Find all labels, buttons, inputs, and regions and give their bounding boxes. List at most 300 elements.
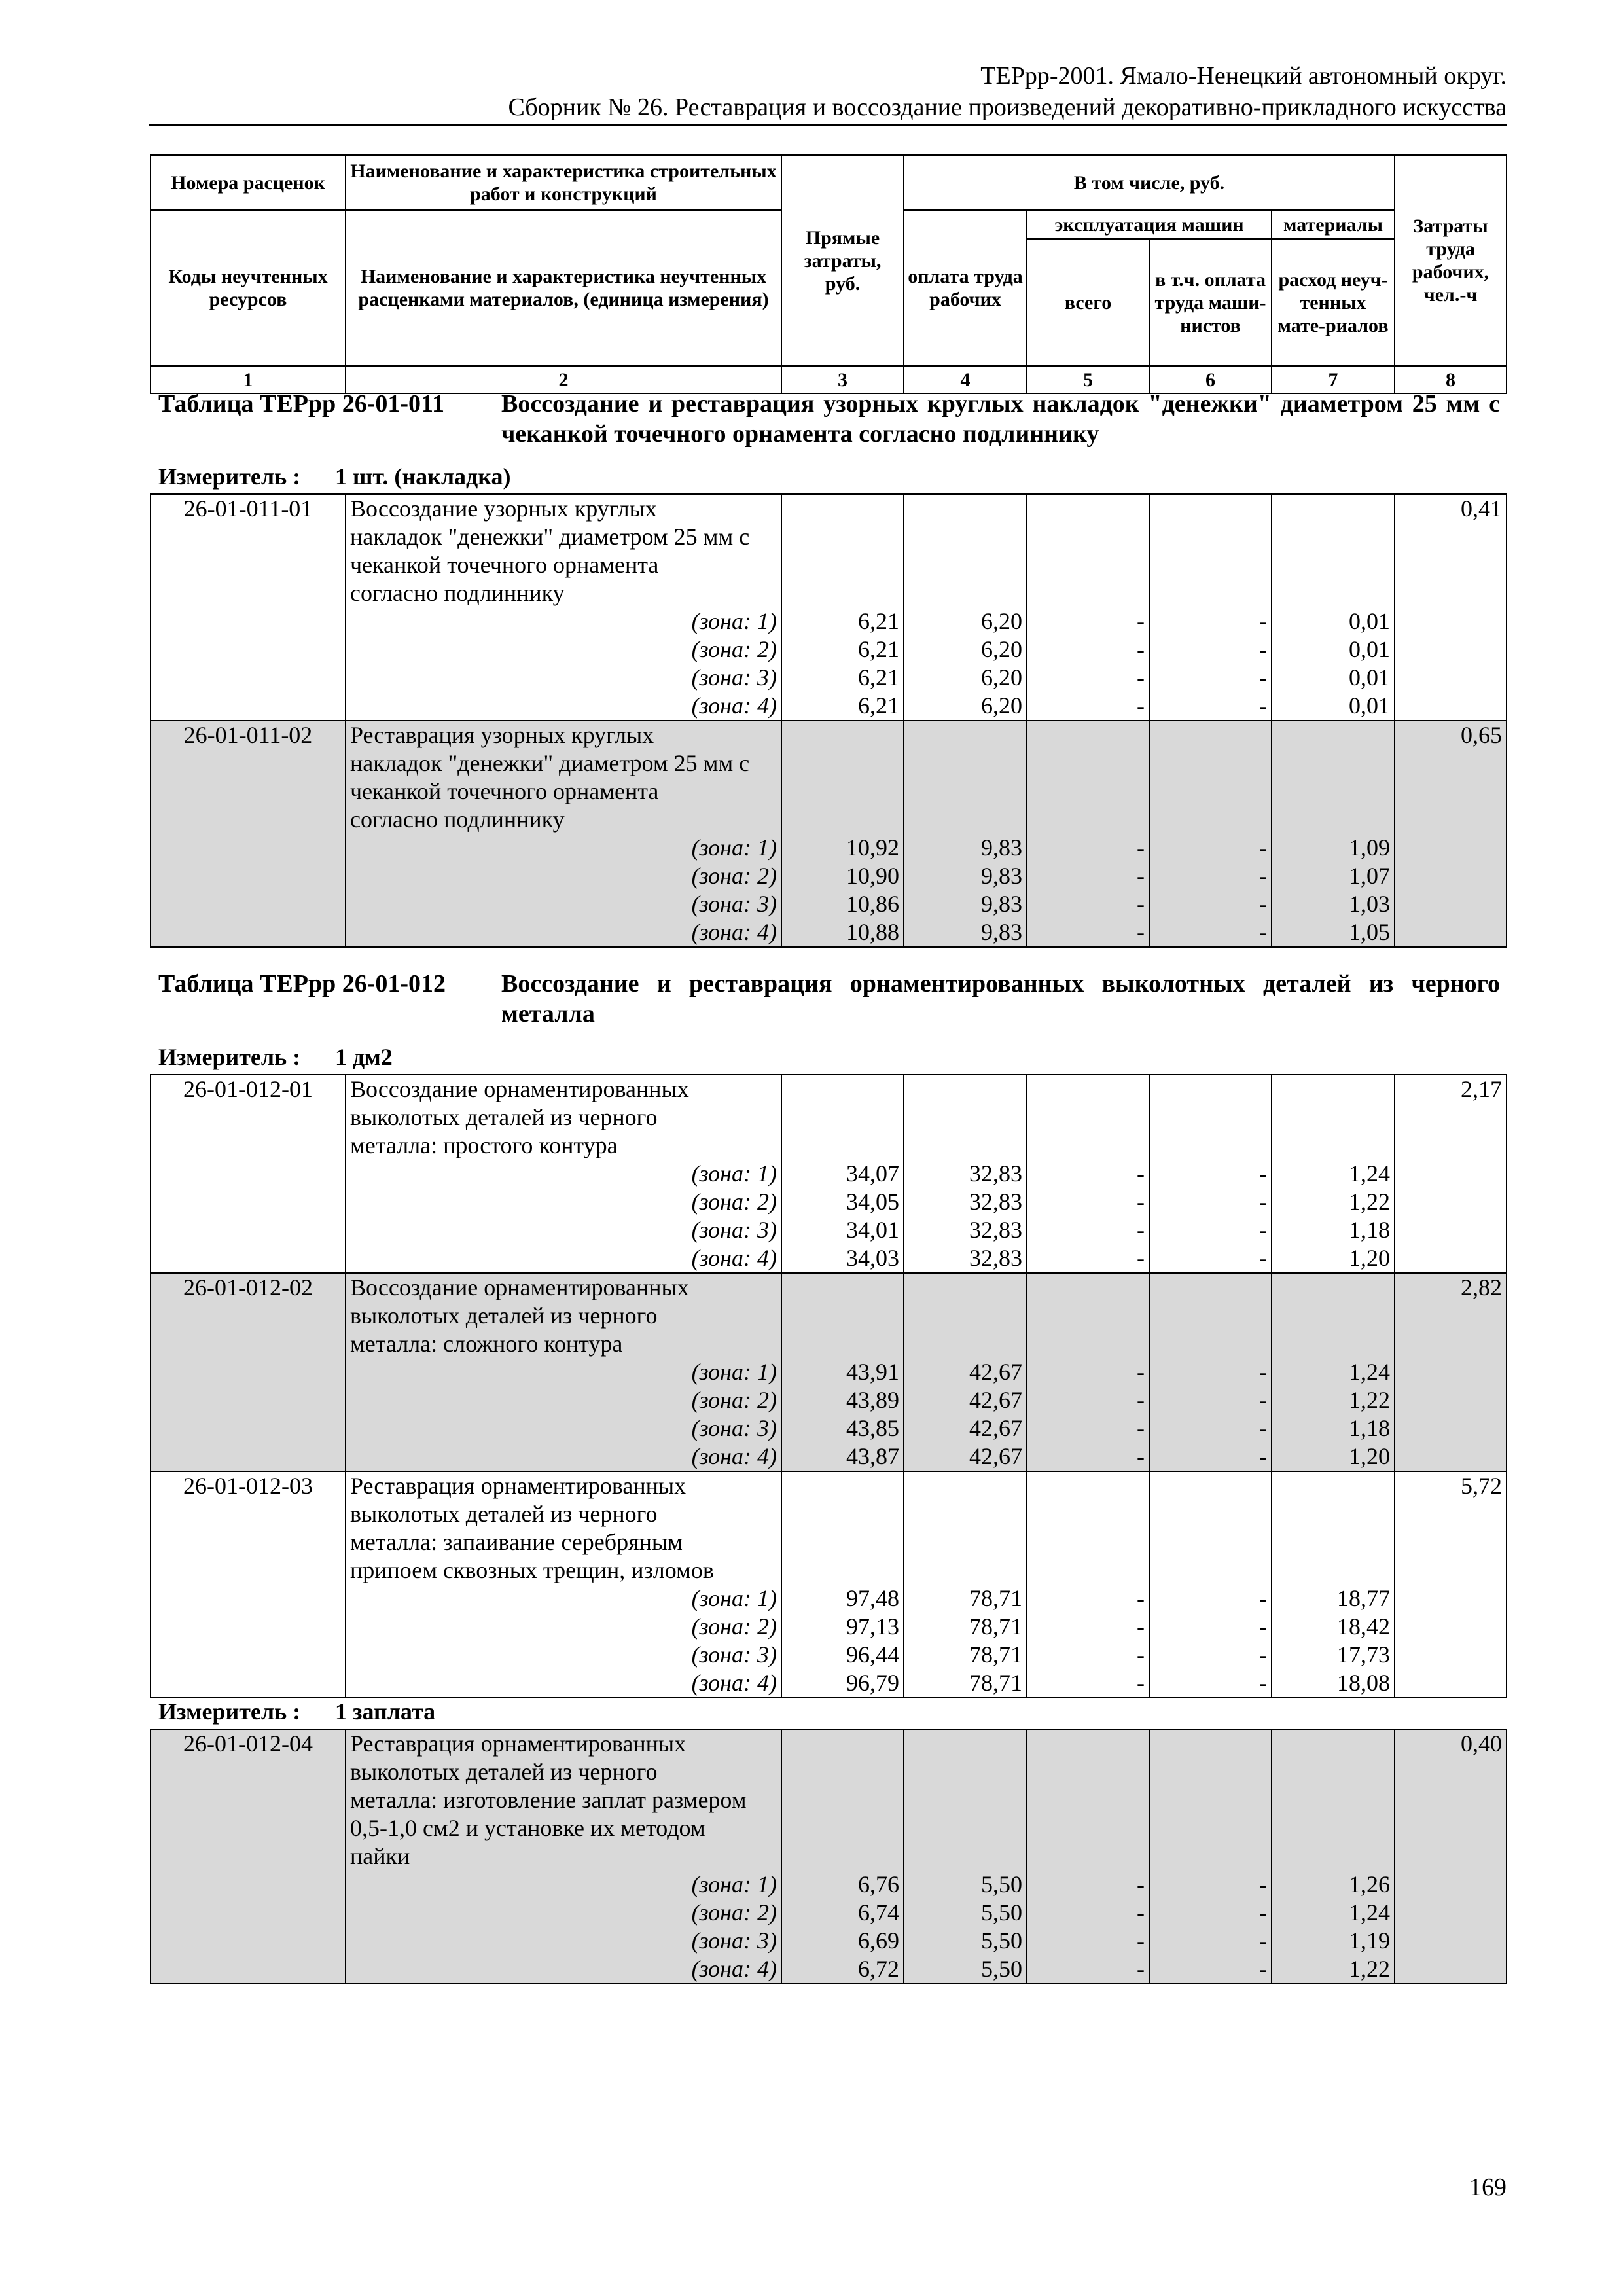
rate-code bbox=[151, 890, 346, 918]
rate-code bbox=[151, 806, 346, 834]
labor-cost bbox=[1395, 523, 1507, 551]
empty-cell bbox=[1027, 1814, 1149, 1842]
rate-code bbox=[151, 1814, 346, 1842]
table-row bbox=[151, 890, 1507, 918]
direct-cost: 10,92 bbox=[781, 834, 904, 862]
rate-code: 26-01-011-01 bbox=[151, 494, 346, 523]
empty-cell bbox=[1027, 1758, 1149, 1786]
labor-cost bbox=[1395, 692, 1507, 721]
labor-cost bbox=[1395, 1955, 1507, 1984]
rate-code bbox=[151, 1302, 346, 1330]
direct-cost: 6,21 bbox=[781, 664, 904, 692]
materials-cost: 0,01 bbox=[1272, 636, 1395, 664]
header-work-name: Наименование и характеристика строительных работ и конструкций bbox=[346, 155, 781, 210]
worker-pay: 9,83 bbox=[904, 918, 1027, 947]
materials-cost: 1,07 bbox=[1272, 862, 1395, 890]
table-row bbox=[151, 1669, 1507, 1698]
column-number: 6 bbox=[1149, 366, 1272, 393]
measure-unit: 1 заплата bbox=[335, 1698, 436, 1725]
header-materials: материалы bbox=[1272, 210, 1395, 239]
worker-pay: 78,71 bbox=[904, 1585, 1027, 1613]
empty-cell bbox=[1272, 1528, 1395, 1556]
operator-pay: - bbox=[1149, 1244, 1272, 1273]
materials-cost: 1,22 bbox=[1272, 1188, 1395, 1216]
zone-label: (зона: 1) bbox=[346, 1160, 781, 1188]
rate-group bbox=[151, 1729, 1507, 1984]
rate-code: 26-01-012-01 bbox=[151, 1075, 346, 1103]
empty-cell bbox=[904, 806, 1027, 834]
rate-name: чеканкой точечного орнамента bbox=[346, 551, 781, 579]
empty-cell bbox=[1149, 1500, 1272, 1528]
table-row bbox=[151, 1556, 1507, 1585]
worker-pay: 6,20 bbox=[904, 692, 1027, 721]
table-code: Таблица ТЕРрр 26-01-011 bbox=[158, 390, 444, 418]
operator-pay: - bbox=[1149, 1443, 1272, 1471]
empty-cell bbox=[1149, 1814, 1272, 1842]
rate-code bbox=[151, 1216, 346, 1244]
column-number: 1 bbox=[151, 366, 346, 393]
empty-cell bbox=[781, 1528, 904, 1556]
labor-cost bbox=[1395, 1758, 1507, 1786]
zone-label: (зона: 2) bbox=[346, 1188, 781, 1216]
rate-code: 26-01-012-04 bbox=[151, 1729, 346, 1758]
labor-cost bbox=[1395, 1842, 1507, 1871]
rates-table bbox=[150, 1074, 1507, 1698]
machine-total: - bbox=[1027, 692, 1149, 721]
empty-cell bbox=[1027, 1500, 1149, 1528]
empty-cell bbox=[904, 1786, 1027, 1814]
empty-cell bbox=[1027, 1471, 1149, 1500]
table-name: Воссоздание и реставрация узорных круглых накладок "денежки" диаметром 25 мм с чеканкой точечного орнамента согласно подлиннику bbox=[501, 390, 1500, 448]
empty-cell bbox=[781, 1500, 904, 1528]
machine-total: - bbox=[1027, 1585, 1149, 1613]
empty-cell bbox=[904, 1075, 1027, 1103]
empty-cell bbox=[1272, 1729, 1395, 1758]
empty-cell bbox=[904, 1330, 1027, 1358]
rate-code bbox=[151, 1786, 346, 1814]
materials-cost: 0,01 bbox=[1272, 664, 1395, 692]
worker-pay: 6,20 bbox=[904, 636, 1027, 664]
empty-cell bbox=[1027, 1075, 1149, 1103]
direct-cost: 34,05 bbox=[781, 1188, 904, 1216]
labor-cost bbox=[1395, 1613, 1507, 1641]
worker-pay: 6,20 bbox=[904, 607, 1027, 636]
empty-cell bbox=[781, 1330, 904, 1358]
direct-cost: 6,21 bbox=[781, 636, 904, 664]
table-row bbox=[151, 1414, 1507, 1443]
empty-cell bbox=[1272, 806, 1395, 834]
zone-label: (зона: 4) bbox=[346, 1955, 781, 1984]
zone-label: (зона: 3) bbox=[346, 1414, 781, 1443]
table-row bbox=[151, 1188, 1507, 1216]
rate-group bbox=[151, 721, 1507, 947]
labor-cost bbox=[1395, 1103, 1507, 1132]
table-row bbox=[151, 778, 1507, 806]
rate-code bbox=[151, 749, 346, 778]
worker-pay: 32,83 bbox=[904, 1216, 1027, 1244]
labor-cost bbox=[1395, 806, 1507, 834]
table-row bbox=[151, 1358, 1507, 1386]
rate-name: выколотых деталей из черного bbox=[346, 1758, 781, 1786]
rate-name: Реставрация орнаментированных bbox=[346, 1729, 781, 1758]
labor-cost bbox=[1395, 1358, 1507, 1386]
direct-cost: 6,72 bbox=[781, 1955, 904, 1984]
labor-cost bbox=[1395, 1414, 1507, 1443]
column-number: 4 bbox=[904, 366, 1027, 393]
rate-name: металла: запаивание серебряным bbox=[346, 1528, 781, 1556]
direct-cost: 6,76 bbox=[781, 1871, 904, 1899]
table-row bbox=[151, 1528, 1507, 1556]
labor-cost bbox=[1395, 1669, 1507, 1698]
labor-cost: 0,41 bbox=[1395, 494, 1507, 523]
worker-pay: 78,71 bbox=[904, 1641, 1027, 1669]
empty-cell bbox=[781, 1814, 904, 1842]
empty-cell bbox=[904, 1758, 1027, 1786]
empty-cell bbox=[1149, 778, 1272, 806]
rate-code bbox=[151, 523, 346, 551]
rate-code bbox=[151, 1955, 346, 1984]
worker-pay: 5,50 bbox=[904, 1871, 1027, 1899]
table-row bbox=[151, 1955, 1507, 1984]
rate-code: 26-01-011-02 bbox=[151, 721, 346, 749]
header-line-1: ТЕРрр-2001. Ямало-Ненецкий автономный округ. bbox=[980, 62, 1507, 90]
operator-pay: - bbox=[1149, 692, 1272, 721]
empty-cell bbox=[1027, 494, 1149, 523]
rate-name: Реставрация орнаментированных bbox=[346, 1471, 781, 1500]
rate-code bbox=[151, 1842, 346, 1871]
empty-cell bbox=[904, 1132, 1027, 1160]
materials-cost: 0,01 bbox=[1272, 607, 1395, 636]
labor-cost bbox=[1395, 834, 1507, 862]
machine-total: - bbox=[1027, 636, 1149, 664]
table-row bbox=[151, 1273, 1507, 1302]
empty-cell bbox=[1027, 1729, 1149, 1758]
rate-code bbox=[151, 1871, 346, 1899]
empty-cell bbox=[904, 1471, 1027, 1500]
labor-cost: 2,82 bbox=[1395, 1273, 1507, 1302]
table-row bbox=[151, 1758, 1507, 1786]
rate-name: согласно подлиннику bbox=[346, 806, 781, 834]
empty-cell bbox=[904, 523, 1027, 551]
empty-cell bbox=[1149, 721, 1272, 749]
column-number: 2 bbox=[346, 366, 781, 393]
zone-label: (зона: 4) bbox=[346, 918, 781, 947]
empty-cell bbox=[1027, 551, 1149, 579]
operator-pay: - bbox=[1149, 862, 1272, 890]
operator-pay: - bbox=[1149, 636, 1272, 664]
table-row bbox=[151, 1729, 1507, 1758]
empty-cell bbox=[781, 551, 904, 579]
empty-cell bbox=[1149, 1330, 1272, 1358]
empty-cell bbox=[781, 494, 904, 523]
zone-label: (зона: 4) bbox=[346, 1244, 781, 1273]
empty-cell bbox=[1272, 1842, 1395, 1871]
zone-label: (зона: 1) bbox=[346, 1585, 781, 1613]
table-row bbox=[151, 1160, 1507, 1188]
empty-cell bbox=[781, 523, 904, 551]
empty-cell bbox=[904, 1729, 1027, 1758]
materials-cost: 17,73 bbox=[1272, 1641, 1395, 1669]
rate-code bbox=[151, 1386, 346, 1414]
rate-code bbox=[151, 551, 346, 579]
zone-label: (зона: 3) bbox=[346, 1216, 781, 1244]
empty-cell bbox=[1027, 1302, 1149, 1330]
empty-cell bbox=[781, 1786, 904, 1814]
worker-pay: 5,50 bbox=[904, 1955, 1027, 1984]
labor-cost: 5,72 bbox=[1395, 1471, 1507, 1500]
direct-cost: 6,21 bbox=[781, 607, 904, 636]
empty-cell bbox=[1149, 551, 1272, 579]
operator-pay: - bbox=[1149, 918, 1272, 947]
operator-pay: - bbox=[1149, 1871, 1272, 1899]
labor-cost bbox=[1395, 636, 1507, 664]
labor-cost bbox=[1395, 1556, 1507, 1585]
machine-total: - bbox=[1027, 1613, 1149, 1641]
rate-code bbox=[151, 1758, 346, 1786]
materials-cost: 1,19 bbox=[1272, 1927, 1395, 1955]
empty-cell bbox=[904, 749, 1027, 778]
empty-cell bbox=[904, 1814, 1027, 1842]
machine-total: - bbox=[1027, 1871, 1149, 1899]
measure-label: Измеритель : bbox=[158, 463, 301, 490]
empty-cell bbox=[1272, 1132, 1395, 1160]
operator-pay: - bbox=[1149, 664, 1272, 692]
rate-code bbox=[151, 1500, 346, 1528]
worker-pay: 42,67 bbox=[904, 1414, 1027, 1443]
empty-cell bbox=[781, 1132, 904, 1160]
table-row bbox=[151, 1302, 1507, 1330]
rate-code bbox=[151, 636, 346, 664]
machine-total: - bbox=[1027, 1899, 1149, 1927]
empty-cell bbox=[781, 721, 904, 749]
labor-cost bbox=[1395, 1814, 1507, 1842]
empty-cell bbox=[1027, 1842, 1149, 1871]
empty-cell bbox=[1149, 494, 1272, 523]
rate-code bbox=[151, 1556, 346, 1585]
rate-code bbox=[151, 664, 346, 692]
empty-cell bbox=[781, 1556, 904, 1585]
empty-cell bbox=[781, 1729, 904, 1758]
worker-pay: 32,83 bbox=[904, 1160, 1027, 1188]
rate-name: припоем сквозных трещин, изломов bbox=[346, 1556, 781, 1585]
table-row bbox=[151, 1613, 1507, 1641]
machine-total: - bbox=[1027, 1669, 1149, 1698]
header-operator-pay: в т.ч. оплата труда маши-нистов bbox=[1149, 239, 1272, 366]
direct-cost: 43,85 bbox=[781, 1414, 904, 1443]
empty-cell bbox=[1149, 1758, 1272, 1786]
labor-cost bbox=[1395, 1132, 1507, 1160]
empty-cell bbox=[781, 806, 904, 834]
operator-pay: - bbox=[1149, 1899, 1272, 1927]
labor-cost bbox=[1395, 918, 1507, 947]
materials-cost: 1,24 bbox=[1272, 1899, 1395, 1927]
rate-code bbox=[151, 607, 346, 636]
machine-total: - bbox=[1027, 1443, 1149, 1471]
zone-label: (зона: 3) bbox=[346, 664, 781, 692]
rate-name: накладок "денежки" диаметром 25 мм с bbox=[346, 523, 781, 551]
worker-pay: 32,83 bbox=[904, 1244, 1027, 1273]
empty-cell bbox=[1149, 1729, 1272, 1758]
empty-cell bbox=[1272, 1075, 1395, 1103]
rate-code bbox=[151, 1160, 346, 1188]
rate-group bbox=[151, 494, 1507, 721]
table-row bbox=[151, 1786, 1507, 1814]
empty-cell bbox=[904, 1500, 1027, 1528]
machine-total: - bbox=[1027, 1955, 1149, 1984]
empty-cell bbox=[781, 1842, 904, 1871]
direct-cost: 10,86 bbox=[781, 890, 904, 918]
table-name: Воссоздание и реставрация орнаментированных выколотных деталей из черного металла bbox=[501, 970, 1500, 1028]
rate-group bbox=[151, 1075, 1507, 1273]
direct-cost: 96,79 bbox=[781, 1669, 904, 1698]
machine-total: - bbox=[1027, 1927, 1149, 1955]
table-row bbox=[151, 636, 1507, 664]
worker-pay: 9,83 bbox=[904, 890, 1027, 918]
labor-cost: 0,65 bbox=[1395, 721, 1507, 749]
rate-name: выколотых деталей из черного bbox=[346, 1103, 781, 1132]
rate-code bbox=[151, 778, 346, 806]
operator-pay: - bbox=[1149, 1160, 1272, 1188]
empty-cell bbox=[1272, 1556, 1395, 1585]
rate-name: накладок "денежки" диаметром 25 мм с bbox=[346, 749, 781, 778]
empty-cell bbox=[1272, 721, 1395, 749]
column-number: 7 bbox=[1272, 366, 1395, 393]
labor-cost: 2,17 bbox=[1395, 1075, 1507, 1103]
rate-code bbox=[151, 1927, 346, 1955]
zone-label: (зона: 3) bbox=[346, 1927, 781, 1955]
table-row bbox=[151, 1842, 1507, 1871]
zone-label: (зона: 2) bbox=[346, 1899, 781, 1927]
worker-pay: 78,71 bbox=[904, 1669, 1027, 1698]
rate-group bbox=[151, 1273, 1507, 1471]
machine-total: - bbox=[1027, 1358, 1149, 1386]
direct-cost: 97,13 bbox=[781, 1613, 904, 1641]
header-resource-codes: Коды неучтенных ресурсов bbox=[151, 210, 346, 366]
empty-cell bbox=[904, 494, 1027, 523]
empty-cell bbox=[1272, 1758, 1395, 1786]
rate-code bbox=[151, 1613, 346, 1641]
labor-cost bbox=[1395, 1899, 1507, 1927]
zone-label: (зона: 3) bbox=[346, 890, 781, 918]
rate-code bbox=[151, 1669, 346, 1698]
empty-cell bbox=[1149, 1273, 1272, 1302]
labor-cost bbox=[1395, 1188, 1507, 1216]
rate-code bbox=[151, 1132, 346, 1160]
empty-cell bbox=[1149, 1556, 1272, 1585]
empty-cell bbox=[904, 778, 1027, 806]
zone-label: (зона: 2) bbox=[346, 1386, 781, 1414]
labor-cost bbox=[1395, 778, 1507, 806]
rate-name: Реставрация узорных круглых bbox=[346, 721, 781, 749]
table-row bbox=[151, 1814, 1507, 1842]
machine-total: - bbox=[1027, 834, 1149, 862]
empty-cell bbox=[1272, 749, 1395, 778]
rate-name: выколотых деталей из черного bbox=[346, 1302, 781, 1330]
header-total: всего bbox=[1027, 239, 1149, 366]
operator-pay: - bbox=[1149, 1585, 1272, 1613]
operator-pay: - bbox=[1149, 834, 1272, 862]
labor-cost bbox=[1395, 1871, 1507, 1899]
direct-cost: 43,87 bbox=[781, 1443, 904, 1471]
rate-name: Воссоздание орнаментированных bbox=[346, 1273, 781, 1302]
labor-cost bbox=[1395, 579, 1507, 607]
empty-cell bbox=[1027, 1528, 1149, 1556]
empty-cell bbox=[781, 579, 904, 607]
empty-cell bbox=[781, 1273, 904, 1302]
machine-total: - bbox=[1027, 664, 1149, 692]
table-row bbox=[151, 834, 1507, 862]
zone-label: (зона: 2) bbox=[346, 862, 781, 890]
materials-cost: 1,18 bbox=[1272, 1216, 1395, 1244]
empty-cell bbox=[1149, 1471, 1272, 1500]
empty-cell bbox=[1027, 806, 1149, 834]
rate-code bbox=[151, 1358, 346, 1386]
empty-cell bbox=[904, 721, 1027, 749]
rate-code bbox=[151, 1641, 346, 1669]
measure-line bbox=[158, 1698, 435, 1725]
zone-label: (зона: 4) bbox=[346, 1669, 781, 1698]
empty-cell bbox=[1149, 579, 1272, 607]
machine-total: - bbox=[1027, 1414, 1149, 1443]
operator-pay: - bbox=[1149, 1216, 1272, 1244]
materials-cost: 18,77 bbox=[1272, 1585, 1395, 1613]
table-row bbox=[151, 1500, 1507, 1528]
table-row bbox=[151, 1641, 1507, 1669]
table-row bbox=[151, 1386, 1507, 1414]
direct-cost: 6,21 bbox=[781, 692, 904, 721]
empty-cell bbox=[1272, 579, 1395, 607]
empty-cell bbox=[781, 1471, 904, 1500]
operator-pay: - bbox=[1149, 1386, 1272, 1414]
table-row bbox=[151, 806, 1507, 834]
measure-line bbox=[158, 463, 510, 490]
materials-cost: 1,05 bbox=[1272, 918, 1395, 947]
empty-cell bbox=[1272, 523, 1395, 551]
table-row bbox=[151, 1330, 1507, 1358]
running-header bbox=[149, 60, 1507, 126]
machine-total: - bbox=[1027, 890, 1149, 918]
empty-cell bbox=[1027, 1556, 1149, 1585]
empty-cell bbox=[1027, 1786, 1149, 1814]
empty-cell bbox=[1027, 721, 1149, 749]
materials-cost: 1,03 bbox=[1272, 890, 1395, 918]
worker-pay: 42,67 bbox=[904, 1386, 1027, 1414]
zone-label: (зона: 1) bbox=[346, 1358, 781, 1386]
empty-cell bbox=[1272, 1814, 1395, 1842]
worker-pay: 5,50 bbox=[904, 1899, 1027, 1927]
labor-cost bbox=[1395, 1244, 1507, 1273]
labor-cost bbox=[1395, 1641, 1507, 1669]
table-row bbox=[151, 721, 1507, 749]
rate-name: металла: простого контура bbox=[346, 1132, 781, 1160]
rate-code bbox=[151, 1244, 346, 1273]
rate-name: согласно подлиннику bbox=[346, 579, 781, 607]
empty-cell bbox=[1272, 494, 1395, 523]
rate-code bbox=[151, 1103, 346, 1132]
empty-cell bbox=[1272, 1471, 1395, 1500]
labor-cost bbox=[1395, 1386, 1507, 1414]
table-row bbox=[151, 1132, 1507, 1160]
materials-cost: 0,01 bbox=[1272, 692, 1395, 721]
header-material-name: Наименование и характеристика неучтенных расценками материалов, (единица измерения) bbox=[346, 210, 781, 366]
direct-cost: 34,07 bbox=[781, 1160, 904, 1188]
materials-cost: 1,24 bbox=[1272, 1358, 1395, 1386]
labor-cost bbox=[1395, 1500, 1507, 1528]
table-row bbox=[151, 551, 1507, 579]
empty-cell bbox=[1272, 1302, 1395, 1330]
measure-label: Измеритель : bbox=[158, 1044, 301, 1070]
table-row bbox=[151, 862, 1507, 890]
